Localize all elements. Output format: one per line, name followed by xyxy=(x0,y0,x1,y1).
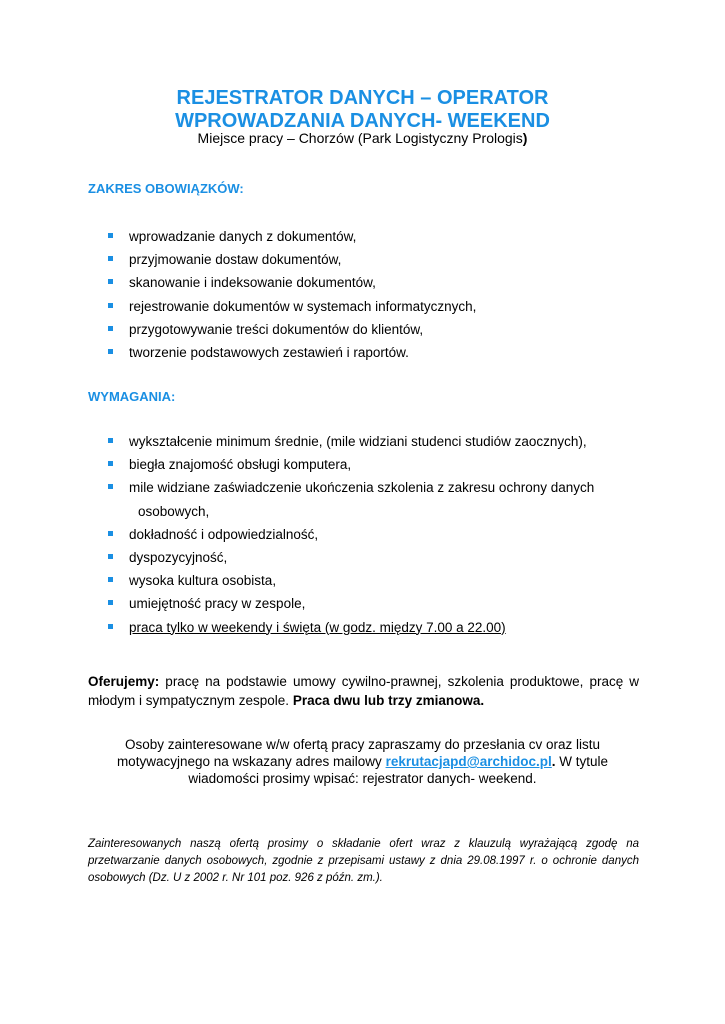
list-item xyxy=(108,569,648,592)
list-item-text: dyspozycyjność, xyxy=(129,549,228,565)
list-item-text: wysoka kultura osobista, xyxy=(129,573,277,589)
list-item xyxy=(108,430,648,453)
list-item xyxy=(108,318,648,341)
subtitle xyxy=(0,130,725,146)
list-item xyxy=(108,271,648,294)
list-item-text: osobowych, xyxy=(138,503,210,519)
list-item xyxy=(108,248,648,271)
list-item-text: biegła znajomość obsługi komputera, xyxy=(129,457,352,473)
email-link[interactable]: rekrutacjapd@archidoc.pl xyxy=(385,754,552,769)
title-line-1: REJESTRATOR DANYCH – OPERATOR xyxy=(176,87,549,109)
list-item xyxy=(108,295,648,318)
offer-bold-text: Praca dwu lub trzy zmianowa. xyxy=(292,693,485,708)
bullet-square-icon xyxy=(108,484,113,489)
offer-label: Oferujemy: xyxy=(88,674,160,689)
list-item-text: przygotowywanie treści dokumentów do klientów, xyxy=(129,321,424,337)
subtitle-text: Miejsce pracy – Chorzów (Park Logistyczny Prologis xyxy=(197,130,523,146)
list-item xyxy=(108,453,648,476)
contact-line-2-suffix: W tytule xyxy=(555,754,609,769)
list-item-text: mile widziane zaświadczenie ukończenia szkolenia z zakresu ochrony danych xyxy=(129,480,595,496)
offer-text: pracę na podstawie umowy cywilno-prawnej, szkolenia produktowe, pracę w młodym i sympatycznym zespole. xyxy=(88,674,639,708)
duties-list xyxy=(108,225,648,364)
bullet-square-icon xyxy=(108,531,113,536)
contact-line-1: Osoby zainteresowane w/w ofertą pracy zapraszamy do przesłania cv oraz listu xyxy=(125,737,600,752)
bullet-square-icon xyxy=(108,279,113,284)
list-item-text: tworzenie podstawowych zestawień i raportów. xyxy=(129,344,409,360)
list-item-text: skanowanie i indeksowanie dokumentów, xyxy=(129,275,376,291)
list-item xyxy=(108,341,648,364)
list-item xyxy=(108,546,648,569)
duties-heading: ZAKRES OBOWIĄZKÓW: xyxy=(88,181,244,196)
bullet-square-icon xyxy=(108,256,113,261)
gdpr-clause: Zainteresowanych naszą ofertą prosimy o składanie ofert wraz z klauzulą wyrażającą zgodę na przetwarzanie danych osobowych, zgodnie z przepisami ustawy z dnia 29.08.1997 r. o ochronie danych osobowych (Dz. U z 2002 r. Nr 101 poz. 926 z późn. zm.). xyxy=(88,838,639,884)
bullet-square-icon xyxy=(108,303,113,308)
contact-line-2 xyxy=(100,753,625,770)
bullet-square-icon xyxy=(108,577,113,582)
bullet-square-icon xyxy=(108,461,113,466)
bullet-square-icon xyxy=(108,438,113,443)
list-item xyxy=(108,592,648,615)
bullet-square-icon xyxy=(108,326,113,331)
bullet-square-icon xyxy=(108,624,113,629)
bullet-square-icon xyxy=(108,349,113,354)
list-item xyxy=(108,225,648,248)
offer-paragraph xyxy=(88,672,639,710)
bullet-square-icon xyxy=(108,600,113,605)
requirements-heading: WYMAGANIA: xyxy=(88,389,176,404)
list-item-text: umiejętność pracy w zespole, xyxy=(129,596,306,612)
bullet-square-icon xyxy=(108,554,113,559)
list-item-text: wprowadzanie danych z dokumentów, xyxy=(129,229,357,244)
list-item-text: wykształcenie minimum średnie, (mile widziani studenci studiów zaocznych), xyxy=(129,434,587,449)
title-line-2: WPROWADZANIA DANYCH- WEEKEND xyxy=(175,110,550,132)
list-item-text: dokładność i odpowiedzialność, xyxy=(129,526,319,542)
list-item-text: praca tylko w weekendy i święta (w godz. między 7.00 a 22.00) xyxy=(129,619,506,635)
subtitle-close: ) xyxy=(522,130,528,146)
list-item xyxy=(108,476,648,499)
contact-line-3: wiadomości prosimy wpisać: rejestrator danych- weekend. xyxy=(188,771,537,786)
list-item xyxy=(108,616,648,639)
contact-line-2-prefix: motywacyjnego na wskazany adres mailowy xyxy=(116,754,386,769)
list-item-continuation xyxy=(108,500,648,523)
list-item-text: przyjmowanie dostaw dokumentów, xyxy=(129,252,342,268)
bullet-square-icon xyxy=(108,233,113,238)
contact-paragraph xyxy=(100,736,625,787)
list-item xyxy=(108,523,648,546)
requirements-list xyxy=(108,430,648,639)
contact-period: . xyxy=(551,754,556,769)
list-item-text: rejestrowanie dokumentów w systemach informatycznych, xyxy=(129,298,477,314)
